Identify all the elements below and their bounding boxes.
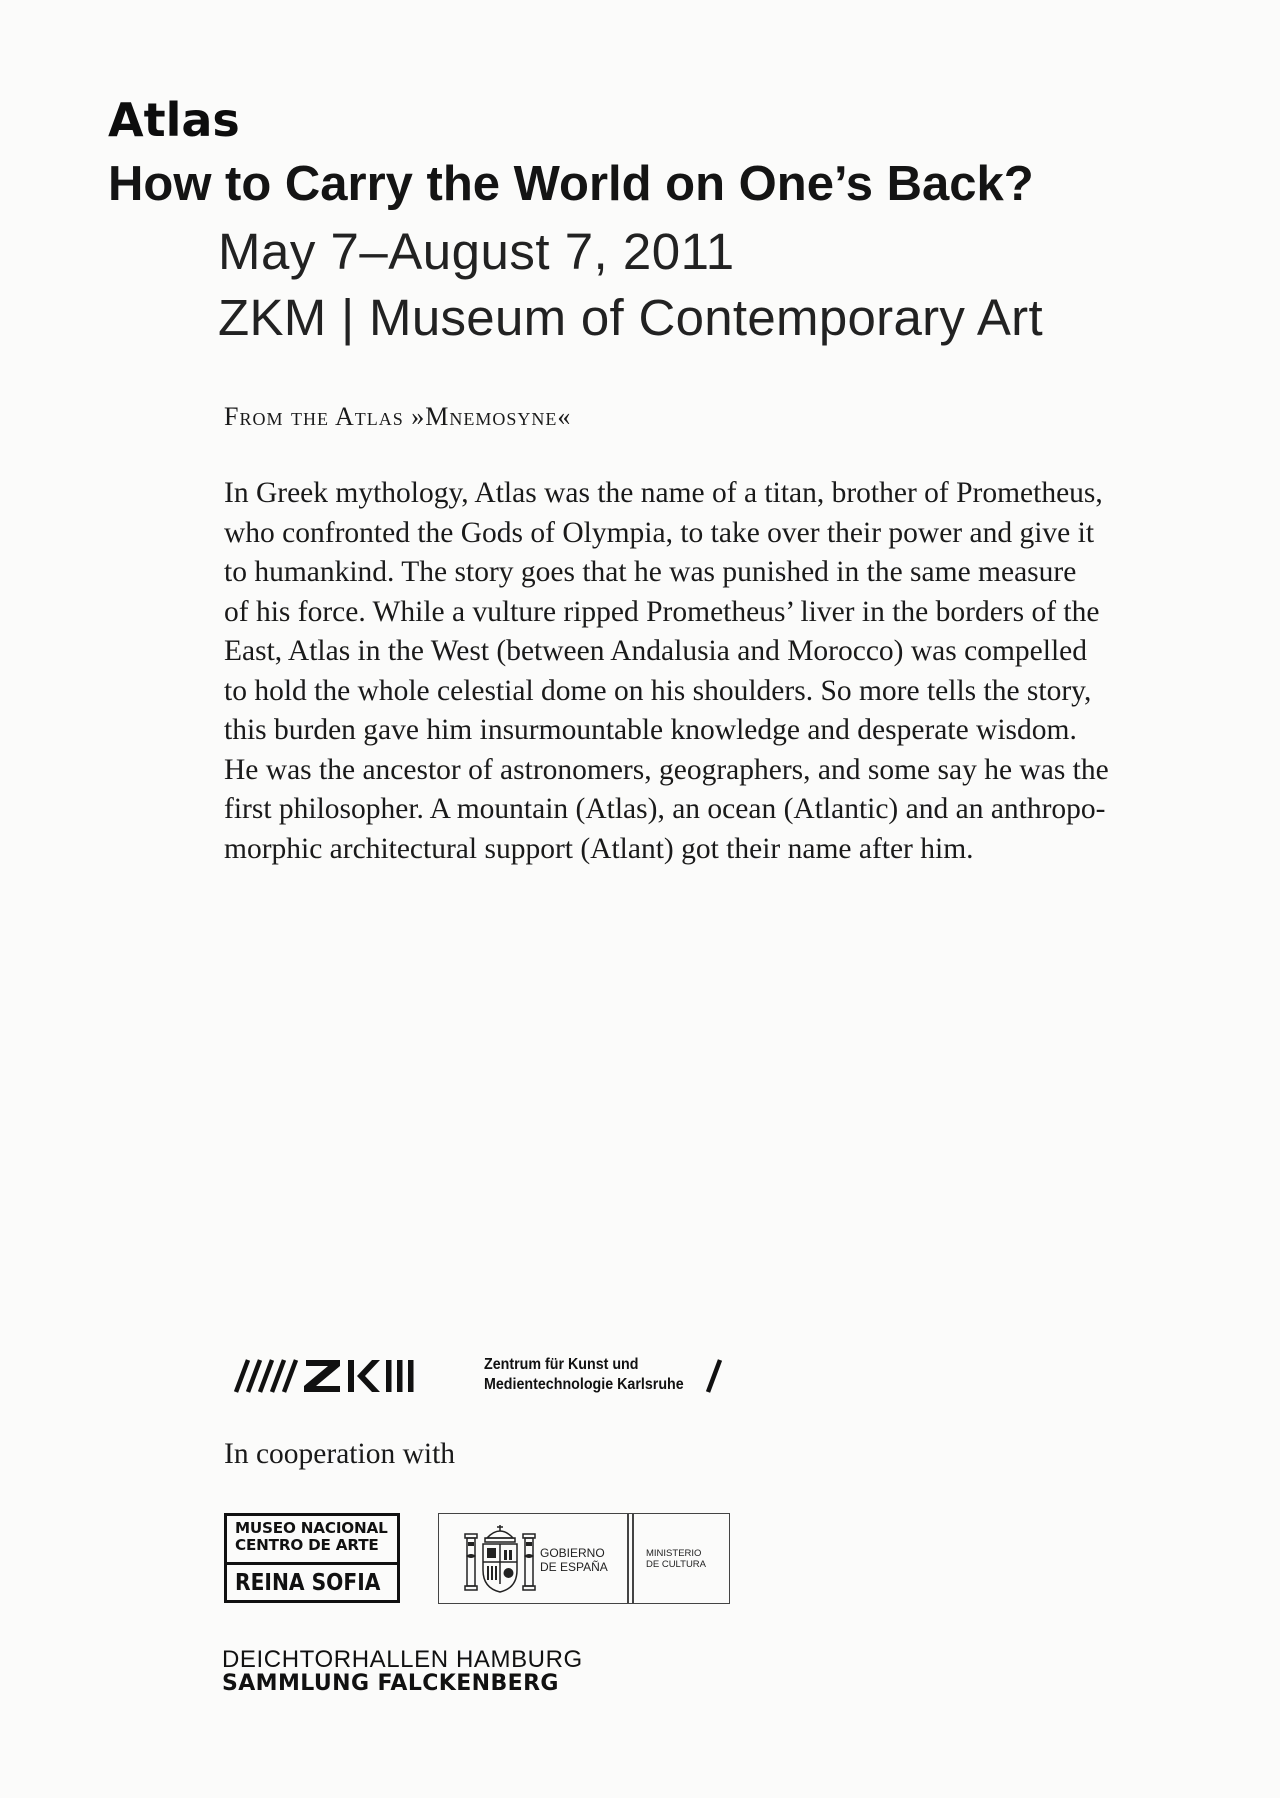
zkm-wordmark — [304, 1360, 414, 1392]
ministerio-line-1: MINISTERIO — [646, 1548, 702, 1559]
body-line: In Greek mythology, Atlas was the name of a titan, brother of Prometheus, — [224, 477, 1103, 509]
body-line: morphic architectural support (Atlant) got their name after him. — [224, 832, 974, 865]
body-paragraph — [224, 474, 1186, 869]
page-title: Atlas — [108, 93, 240, 147]
reina-line-3: REINA SOFIA — [235, 1570, 381, 1596]
gobierno-text — [540, 1546, 608, 1574]
body-line: He was the ancestor of astronomers, geographers, and some say he was the — [224, 753, 1109, 786]
section-heading: From the Atlas »Mnemosyne« — [224, 402, 572, 431]
gobierno-line-2: DE ESPAÑA — [540, 1560, 608, 1574]
exhibition-dates: May 7–August 7, 2011 — [218, 223, 735, 280]
ministerio-text — [646, 1548, 706, 1570]
body-line: to humankind. The story goes that he was punished in the same measure — [224, 556, 1077, 588]
exhibition-venue: ZKM | Museum of Contemporary Art — [218, 289, 1043, 346]
body-line: who confronted the Gods of Olympia, to take over their power and give it — [224, 516, 1095, 549]
gobierno-line-1: GOBIERNO — [540, 1546, 605, 1560]
ministerio-line-2: DE CULTURA — [646, 1559, 706, 1570]
coat-of-arms-icon — [463, 1522, 537, 1596]
gobierno-divider — [632, 1514, 634, 1603]
body-line: this burden gave him insurmountable knowledge and desperate wisdom. — [224, 714, 1077, 746]
gobierno-divider — [627, 1514, 629, 1603]
reina-line-2: CENTRO DE ARTE — [235, 1536, 379, 1554]
deichtorhallen-line-2: SAMMLUNG FALCKENBERG — [222, 1671, 559, 1696]
gobierno-logo — [438, 1513, 730, 1604]
deichtorhallen-line-1: DEICHTORHALLEN HAMBURG — [222, 1646, 583, 1673]
reina-sofia-logo — [224, 1513, 400, 1603]
zkm-line-2: Medientechnologie Karlsruhe — [484, 1376, 684, 1393]
cooperation-label: In cooperation with — [224, 1438, 456, 1470]
reina-line-1: MUSEO NACIONAL — [235, 1519, 388, 1537]
zkm-descriptor — [484, 1355, 684, 1395]
page-subtitle: How to Carry the World on One’s Back? — [108, 157, 1034, 211]
reina-sofia-top — [235, 1520, 388, 1554]
reina-divider — [227, 1562, 397, 1565]
body-line: to hold the whole celestial dome on his shoulders. So more tells the story, — [224, 674, 1092, 707]
zkm-line-1: Zentrum für Kunst und — [484, 1356, 639, 1373]
body-line: first philosopher. A mountain (Atlas), an ocean (Atlantic) and an anthropo- — [224, 793, 1106, 825]
body-line: of his force. While a vulture ripped Prometheus’ liver in the borders of the — [224, 595, 1100, 628]
body-line: East, Atlas in the West (between Andalusia and Morocco) was compelled — [224, 635, 1088, 667]
